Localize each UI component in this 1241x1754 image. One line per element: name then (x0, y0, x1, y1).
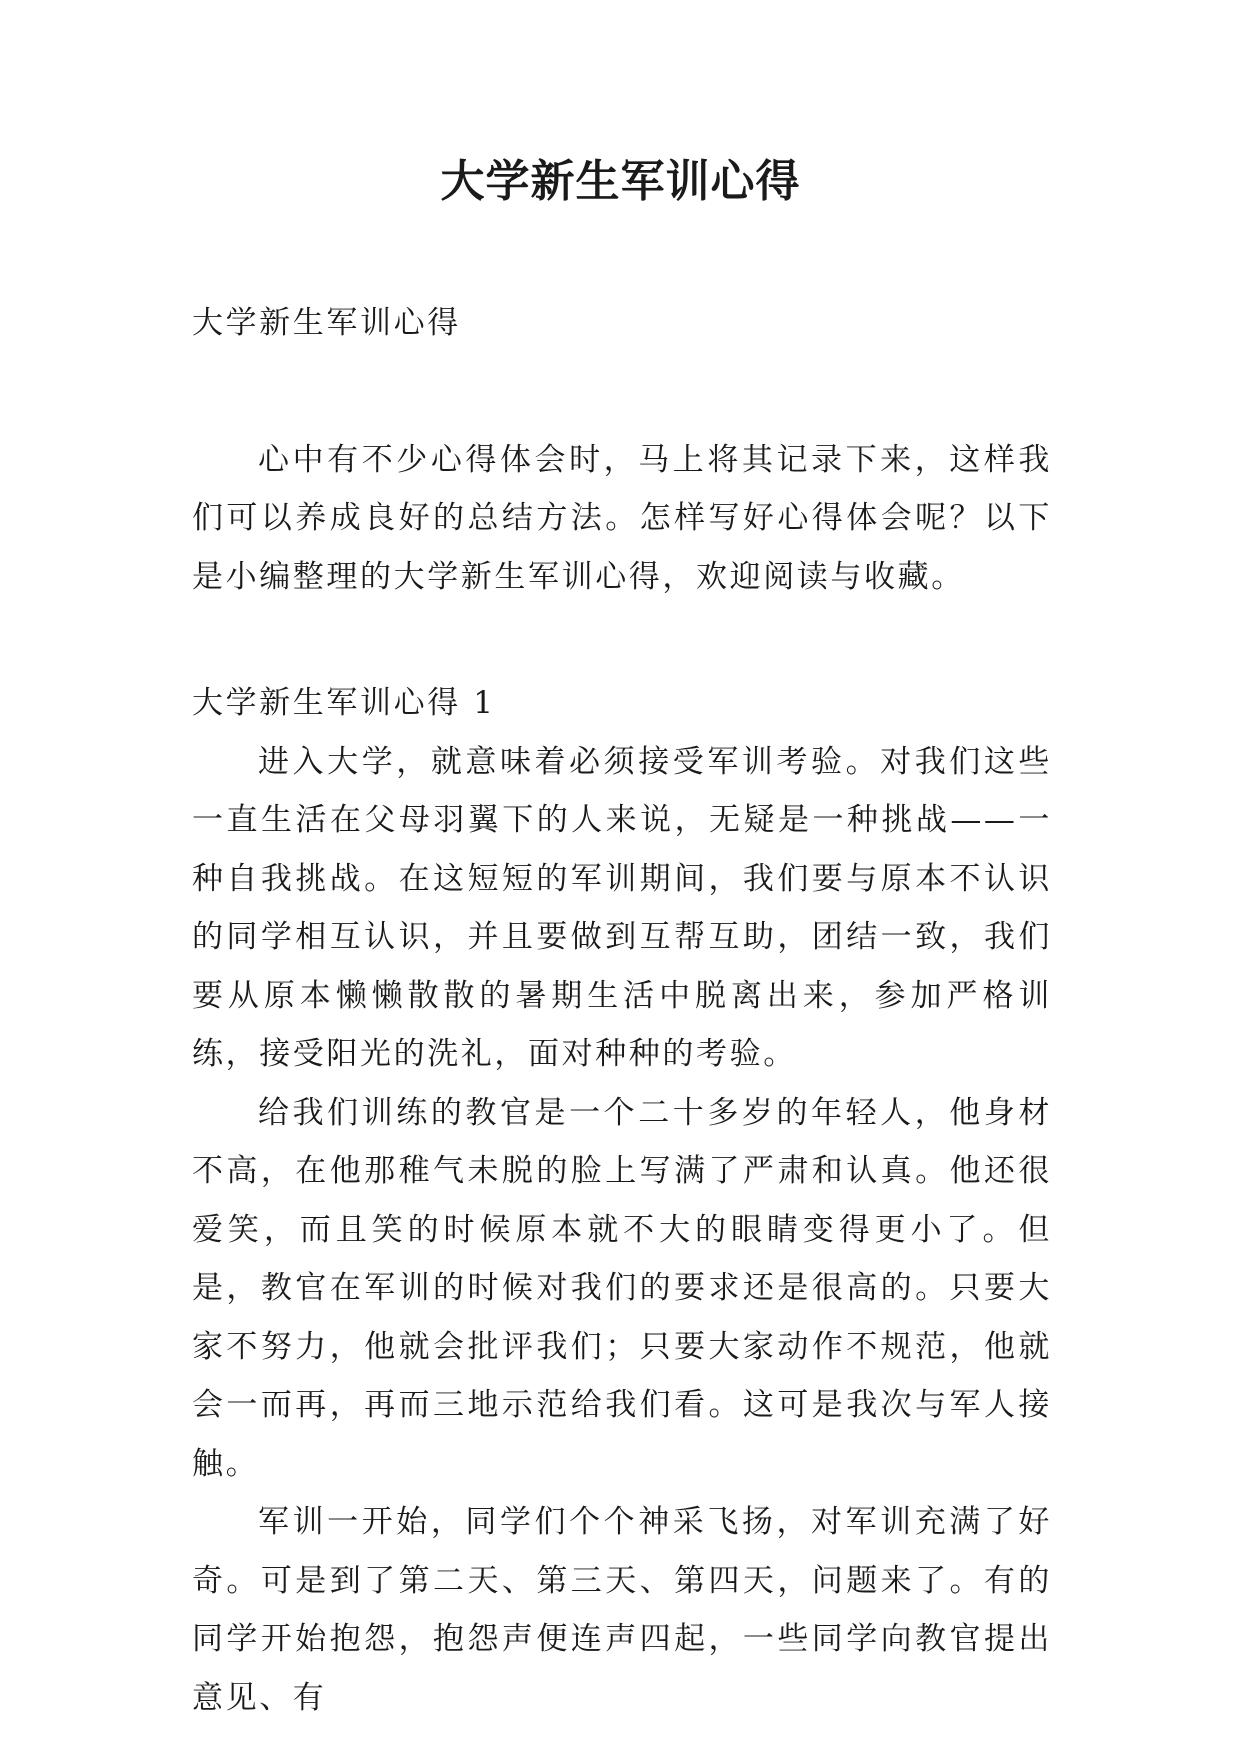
section-heading: 大学新生军训心得 1 (192, 685, 496, 721)
document-subtitle: 大学新生军训心得 (192, 305, 461, 341)
spacer (192, 606, 1052, 674)
intro-paragraph: 心中有不少心得体会时，马上将其记录下来，这样我们可以养成良好的总结方法。怎样写好心得体会呢？以下是小编整理的大学新生军训心得，欢迎阅读与收藏。 (192, 441, 1052, 595)
document-body (192, 294, 1052, 1727)
body-paragraph: 给我们训练的教官是一个二十多岁的年轻人，他身材不高，在他那稚气未脱的脸上写满了严肃和认真。他还很爱笑，而且笑的时候原本就不大的眼睛变得更小了。但是，教官在军训的时候对我们的要求还是很高的。只要大家不努力，他就会批评我们；只要大家动作不规范，他就会一而再，再而三地示范给我们看。这可是我次与军人接触。 (192, 1094, 1052, 1482)
body-paragraph: 进入大学，就意味着必须接受军训考验。对我们这些一直生活在父母羽翼下的人来说，无疑是一种挑战——一种自我挑战。在这短短的军训期间，我们要与原本不认识的同学相互认识，并且要做到互帮互助，团结一致，我们要从原本懒懒散散的暑期生活中脱离出来，参加严格训练，接受阳光的洗礼，面对种种的考验。 (192, 743, 1052, 1072)
document-title: 大学新生军训心得 (440, 156, 801, 207)
spacer (192, 353, 1052, 431)
body-paragraph: 军训一开始，同学们个个神采飞扬，对军训充满了好奇。可是到了第二天、第三天、第四天，问题来了。有的同学开始抱怨，抱怨声便连声四起，一些同学向教官提出意见、有 (192, 1504, 1052, 1716)
